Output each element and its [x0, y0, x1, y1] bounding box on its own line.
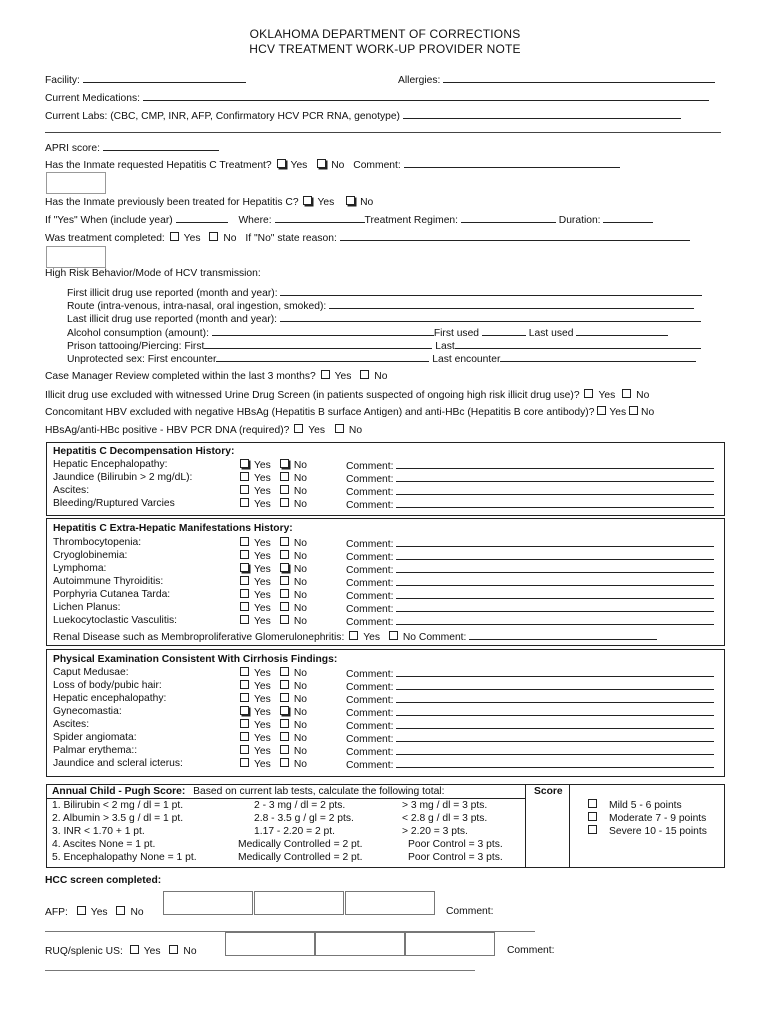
extra-no-checkbox[interactable]	[280, 602, 289, 611]
extra-comment-field[interactable]	[396, 589, 714, 599]
severity-checkbox[interactable]	[588, 812, 597, 821]
exam-comment-field[interactable]	[396, 706, 714, 716]
extra-no-checkbox[interactable]	[280, 576, 289, 585]
severity-label: Mild 5 - 6 points	[609, 800, 682, 811]
extra-comment-field[interactable]	[396, 550, 714, 560]
decomp-item-label: Jaundice (Bilirubin > 2 mg/dL):	[53, 472, 193, 483]
exam-no-checkbox[interactable]	[280, 706, 289, 715]
cp-cell: < 2.8 g / dl = 3 pts.	[402, 813, 488, 824]
hbv-no-checkbox[interactable]	[629, 406, 638, 415]
afp-yes-checkbox[interactable]	[77, 906, 86, 915]
exam-comment-field[interactable]	[396, 745, 714, 755]
sex-last-label: Last encounter	[432, 354, 501, 365]
severity-level-option	[588, 812, 706, 825]
cp-title: Annual Child - Pugh Score:	[52, 786, 186, 797]
cp-cell: > 2.20 = 3 pts.	[402, 826, 468, 837]
facility-field[interactable]	[83, 73, 246, 83]
extra-yes-checkbox[interactable]	[240, 563, 249, 572]
yes-label: Yes	[254, 759, 271, 770]
ruq-comment-line[interactable]	[45, 970, 475, 971]
first-used-label: First used	[433, 328, 480, 339]
comment-label: Comment:	[346, 578, 394, 589]
previous-treatment-question: Has the Inmate previously been treated for Hepatitis C?	[45, 197, 299, 208]
comment-label: Comment:	[346, 500, 394, 511]
extra-item-label: Autoimmune Thyroiditis:	[53, 576, 164, 587]
decomp-yes-checkbox[interactable]	[240, 472, 249, 481]
extra-item-label: Lymphoma:	[53, 563, 107, 574]
exam-item-label: Ascites:	[53, 719, 90, 730]
no-label: No	[360, 197, 374, 208]
yes-label: Yes	[254, 668, 271, 679]
exam-yes-checkbox[interactable]	[240, 667, 249, 676]
last-used-field[interactable]	[576, 326, 668, 336]
extra-yes-checkbox[interactable]	[240, 537, 249, 546]
comment-label: Comment:	[346, 695, 394, 706]
decomp-comment-field[interactable]	[396, 485, 714, 495]
no-label: No	[293, 590, 307, 601]
extra-yes-checkbox[interactable]	[240, 615, 249, 624]
afp-box-3[interactable]	[345, 891, 435, 915]
exam-yes-checkbox[interactable]	[240, 758, 249, 767]
cp-cell: Medically Controlled = 2 pt.	[238, 839, 363, 850]
extra-item-label: Cryoglobinemia:	[53, 550, 128, 561]
sex-label: Unprotected sex: First encounter	[67, 354, 217, 365]
no-label: No	[223, 233, 237, 244]
severity-level-option	[588, 825, 707, 838]
comment-label: Comment:	[346, 487, 394, 498]
alcohol-field[interactable]	[212, 326, 434, 336]
cp-cell: 5. Encephalopathy None = 1 pt.	[52, 852, 197, 863]
no-label: No	[293, 668, 307, 679]
reason-label: If "No" state reason:	[245, 233, 337, 244]
extra-item-label: Thrombocytopenia:	[53, 537, 142, 548]
extra-item-label: Luekocytoclastic Vasculitis:	[53, 615, 177, 626]
tattoo-first-field[interactable]	[204, 339, 432, 349]
duration-label: Duration:	[558, 215, 601, 226]
exam-item-label: Loss of body/pubic hair:	[53, 680, 162, 691]
exam-comment-field[interactable]	[396, 667, 714, 677]
renal-no-comment-label: No Comment:	[402, 632, 467, 643]
exam-yes-checkbox[interactable]	[240, 732, 249, 741]
case-mgr-yes-checkbox[interactable]	[321, 370, 330, 379]
decomp-item-label: Ascites:	[53, 485, 90, 496]
completed-fill-box[interactable]	[46, 246, 106, 268]
apri-field[interactable]	[103, 141, 219, 151]
header-form-title: HCV TREATMENT WORK-UP PROVIDER NOTE	[249, 42, 521, 56]
previous-yes-checkbox[interactable]	[303, 196, 312, 205]
ruq-no-checkbox[interactable]	[169, 945, 178, 954]
no-label: No	[293, 694, 307, 705]
comment-label: Comment:	[346, 669, 394, 680]
no-label: No	[293, 551, 307, 562]
decomp-yes-checkbox[interactable]	[240, 459, 249, 468]
extra-no-checkbox[interactable]	[280, 589, 289, 598]
severity-checkbox[interactable]	[588, 825, 597, 834]
comment-label: Comment:	[346, 604, 394, 615]
apri-label: APRI score:	[45, 143, 100, 154]
yes-label: Yes	[317, 197, 335, 208]
reason-field[interactable]	[340, 231, 690, 241]
duration-field[interactable]	[603, 213, 653, 223]
yes-label: Yes	[254, 538, 271, 549]
no-label: No	[293, 681, 307, 692]
exam-item-label: Palmar erythema::	[53, 745, 138, 756]
previous-no-checkbox[interactable]	[346, 196, 355, 205]
hbsag-no-checkbox[interactable]	[335, 424, 344, 433]
levels-column-divider	[569, 784, 570, 867]
yes-label: Yes	[143, 946, 161, 957]
cp-cell: Poor Control = 3 pts.	[408, 839, 503, 850]
no-label: No	[293, 759, 307, 770]
renal-no-checkbox[interactable]	[389, 631, 398, 640]
alcohol-label: Alcohol consumption (amount):	[67, 328, 209, 339]
decomp-no-checkbox[interactable]	[280, 472, 289, 481]
sex-first-field[interactable]	[216, 352, 429, 362]
afp-label: AFP:	[45, 907, 68, 918]
last-illicit-label: Last illicit drug use reported (month and year):	[67, 314, 278, 325]
ruq-label: RUQ/splenic US:	[45, 946, 123, 957]
decomp-title: Hepatitis C Decompensation History:	[53, 446, 235, 457]
requested-no-checkbox[interactable]	[317, 159, 326, 168]
decomp-no-checkbox[interactable]	[280, 498, 289, 507]
extra-item-label: Porphyria Cutanea Tarda:	[53, 589, 171, 600]
yes-label: Yes	[183, 233, 201, 244]
medications-field[interactable]	[143, 91, 709, 101]
decomp-yes-checkbox[interactable]	[240, 498, 249, 507]
decomp-comment-field[interactable]	[396, 459, 714, 469]
cp-cell: 2. Albumin > 3.5 g / dl = 1 pt.	[52, 813, 184, 824]
yes-label: Yes	[254, 590, 271, 601]
completed-label: Was treatment completed:	[45, 233, 165, 244]
treatment-requested-question: Has the Inmate requested Hepatitis C Treatment?	[45, 160, 272, 171]
exam-comment-field[interactable]	[396, 758, 714, 768]
yes-label: Yes	[290, 160, 308, 171]
exam-item-label: Spider angiomata:	[53, 732, 137, 743]
case-manager-question: Case Manager Review completed within the last 3 months?	[45, 371, 316, 382]
yes-label: Yes	[254, 733, 271, 744]
comment-label: Comment:	[346, 708, 394, 719]
cp-cell: 2.8 - 3.5 g / gl = 2 pts.	[254, 813, 354, 824]
comment-label: Comment:	[346, 734, 394, 745]
no-label: No	[641, 407, 655, 418]
yes-label: Yes	[254, 551, 271, 562]
comment-label: Comment:	[346, 682, 394, 693]
score-header: Score	[534, 786, 563, 797]
comment-label: Comment:	[346, 747, 394, 758]
yes-label: Yes	[254, 577, 271, 588]
last-used-label: Last used	[528, 328, 574, 339]
cp-subtitle: Based on current lab tests, calculate the following total:	[193, 786, 445, 797]
exam-item-label: Jaundice and scleral icterus:	[53, 758, 183, 769]
first-used-field[interactable]	[482, 326, 526, 336]
cp-cell: > 3 mg / dl = 3 pts.	[402, 800, 488, 811]
allergies-field[interactable]	[443, 73, 715, 83]
yes-label: Yes	[308, 425, 326, 436]
no-label: No	[293, 733, 307, 744]
yes-label: Yes	[254, 707, 271, 718]
route-field[interactable]	[329, 299, 694, 309]
severity-label: Severe 10 - 15 points	[609, 826, 707, 837]
yes-label: Yes	[254, 603, 271, 614]
tattoo-label: Prison tattooing/Piercing: First	[67, 341, 205, 352]
extra-yes-checkbox[interactable]	[240, 589, 249, 598]
ruq-box-1[interactable]	[225, 932, 315, 956]
cp-header-divider	[46, 798, 525, 799]
exam-no-checkbox[interactable]	[280, 732, 289, 741]
completed-no-checkbox[interactable]	[209, 232, 218, 241]
exam-item-label: Hepatic encephalopathy:	[53, 693, 167, 704]
cp-cell: 4. Ascites None = 1 pt.	[52, 839, 156, 850]
yes-label: Yes	[363, 632, 380, 643]
decomp-comment-field[interactable]	[396, 472, 714, 482]
extra-no-checkbox[interactable]	[280, 550, 289, 559]
cp-cell: Poor Control = 3 pts.	[408, 852, 503, 863]
extra-item-label: Lichen Planus:	[53, 602, 121, 613]
no-label: No	[293, 707, 307, 718]
regimen-label: Treatment Regimen:	[364, 215, 459, 226]
no-label: No	[293, 603, 307, 614]
no-label: No	[293, 538, 307, 549]
afp-box-1[interactable]	[163, 891, 253, 915]
exam-yes-checkbox[interactable]	[240, 680, 249, 689]
exam-no-checkbox[interactable]	[280, 719, 289, 728]
no-label: No	[293, 486, 307, 497]
uds-question: Illicit drug use excluded with witnessed Urine Drug Screen (in patients suspected of ongoing high risk illicit drug use)?	[45, 390, 580, 401]
comment-label: Comment:	[346, 617, 394, 628]
decomp-no-checkbox[interactable]	[280, 485, 289, 494]
no-label: No	[374, 371, 388, 382]
severity-level-option	[588, 799, 682, 812]
afp-no-checkbox[interactable]	[116, 906, 125, 915]
comment-label: Comment:	[353, 160, 401, 171]
decomp-yes-checkbox[interactable]	[240, 485, 249, 494]
extra-title: Hepatitis C Extra-Hepatic Manifestations History:	[53, 523, 293, 534]
afp-box-2[interactable]	[254, 891, 344, 915]
header-agency: OKLAHOMA DEPARTMENT OF CORRECTIONS	[249, 27, 521, 41]
renal-label: Renal Disease such as Membroproliferative Glomerulonephritis:	[53, 632, 345, 643]
exam-comment-field[interactable]	[396, 680, 714, 690]
ruq-yes-checkbox[interactable]	[130, 945, 139, 954]
cp-cell: 1. Bilirubin < 2 mg / dl = 1 pt.	[52, 800, 184, 811]
extra-yes-checkbox[interactable]	[240, 576, 249, 585]
exam-title: Physical Examination Consistent With Cirrhosis Findings:	[53, 654, 338, 665]
where-label: Where:	[238, 215, 272, 226]
decomp-item-label: Hepatic Encephalopathy:	[53, 459, 168, 470]
exam-yes-checkbox[interactable]	[240, 745, 249, 754]
risk-title: High Risk Behavior/Mode of HCV transmission:	[45, 268, 261, 279]
extra-comment-field[interactable]	[396, 576, 714, 586]
yes-label: Yes	[254, 486, 271, 497]
comment-label: Comment:	[346, 539, 394, 550]
no-label: No	[348, 425, 363, 436]
extra-yes-checkbox[interactable]	[240, 602, 249, 611]
decomp-no-checkbox[interactable]	[280, 459, 289, 468]
exam-no-checkbox[interactable]	[280, 667, 289, 676]
no-label: No	[293, 499, 307, 510]
requested-yes-checkbox[interactable]	[277, 159, 286, 168]
extra-yes-checkbox[interactable]	[240, 550, 249, 559]
extra-no-checkbox[interactable]	[280, 537, 289, 546]
yes-label: Yes	[254, 564, 271, 575]
no-label: No	[183, 946, 197, 957]
decomp-comment-field[interactable]	[396, 498, 714, 508]
yes-label: Yes	[598, 390, 616, 401]
first-illicit-field[interactable]	[280, 286, 702, 296]
yes-label: Yes	[254, 720, 271, 731]
tattoo-last-label: Last	[435, 341, 455, 352]
hbsag-question: HBsAg/anti-HBc positive - HBV PCR DNA (required)?	[45, 425, 290, 436]
extra-comment-field[interactable]	[396, 602, 714, 612]
comment-label: Comment:	[346, 474, 394, 485]
sex-last-field[interactable]	[500, 352, 696, 362]
comment-label: Comment:	[346, 565, 394, 576]
comment-label: Comment:	[346, 760, 394, 771]
ruq-comment-label: Comment:	[507, 945, 555, 956]
exam-comment-field[interactable]	[396, 719, 714, 729]
exam-yes-checkbox[interactable]	[240, 719, 249, 728]
severity-checkbox[interactable]	[588, 799, 597, 808]
exam-yes-checkbox[interactable]	[240, 706, 249, 715]
renal-comment-field[interactable]	[469, 630, 657, 640]
no-label: No	[130, 907, 144, 918]
medications-label: Current Medications:	[45, 93, 140, 104]
no-label: No	[293, 746, 307, 757]
no-label: No	[293, 616, 307, 627]
hcc-title: HCC screen completed:	[45, 875, 162, 886]
comment-label: Comment:	[346, 552, 394, 563]
allergies-label: Allergies:	[398, 75, 441, 86]
case-mgr-no-checkbox[interactable]	[360, 370, 369, 379]
exam-no-checkbox[interactable]	[280, 745, 289, 754]
comment-label: Comment:	[346, 591, 394, 602]
yes-label: Yes	[90, 907, 108, 918]
yes-label: Yes	[254, 681, 271, 692]
cp-cell: 3. INR < 1.70 + 1 pt.	[52, 826, 145, 837]
yes-label: Yes	[609, 407, 627, 418]
yes-label: Yes	[254, 473, 271, 484]
when-label: If "Yes" When (include year)	[45, 215, 173, 226]
yes-label: Yes	[254, 499, 271, 510]
comment-label: Comment:	[346, 461, 394, 472]
exam-yes-checkbox[interactable]	[240, 693, 249, 702]
hbsag-yes-checkbox[interactable]	[294, 424, 303, 433]
labs-continuation-line[interactable]	[45, 132, 721, 133]
uds-yes-checkbox[interactable]	[584, 389, 593, 398]
extra-no-checkbox[interactable]	[280, 563, 289, 572]
no-label: No	[636, 390, 650, 401]
no-label: No	[293, 564, 307, 575]
no-label: No	[293, 720, 307, 731]
yes-label: Yes	[334, 371, 352, 382]
score-column-divider	[525, 784, 526, 867]
hbv-yes-checkbox[interactable]	[597, 406, 606, 415]
hbv-question: Concomitant HBV excluded with negative HBsAg (Hepatitis B surface Antigen) and anti-HBc (Hepatitis B core antibody)?	[45, 407, 595, 418]
exam-no-checkbox[interactable]	[280, 758, 289, 767]
cp-cell: 1.17 - 2.20 = 2 pt.	[254, 826, 336, 837]
cp-cell: Medically Controlled = 2 pt.	[238, 852, 363, 863]
labs-field[interactable]	[403, 109, 681, 119]
labs-label: Current Labs: (CBC, CMP, INR, AFP, Confirmatory HCV PCR RNA, genotype)	[45, 111, 400, 122]
afp-comment-label: Comment:	[446, 906, 494, 917]
exam-item-label: Gynecomastia:	[53, 706, 122, 717]
completed-yes-checkbox[interactable]	[170, 232, 179, 241]
facility-label: Facility:	[45, 75, 80, 86]
comment-label: Comment:	[346, 721, 394, 732]
extra-no-checkbox[interactable]	[280, 615, 289, 624]
no-label: No	[293, 460, 307, 471]
where-field[interactable]	[275, 213, 365, 223]
exam-no-checkbox[interactable]	[280, 693, 289, 702]
severity-label: Moderate 7 - 9 points	[609, 813, 707, 824]
extra-comment-field[interactable]	[396, 615, 714, 625]
decomp-item-label: Bleeding/Ruptured Varcies	[53, 498, 175, 509]
uds-no-checkbox[interactable]	[622, 389, 631, 398]
yes-label: Yes	[254, 746, 271, 757]
no-label: No	[293, 577, 307, 588]
exam-item-label: Caput Medusae:	[53, 667, 129, 678]
when-field[interactable]	[176, 213, 228, 223]
last-illicit-field[interactable]	[280, 312, 701, 322]
extra-comment-field[interactable]	[396, 537, 714, 547]
ruq-box-2[interactable]	[315, 932, 405, 956]
route-label: Route (intra-venous, intra-nasal, oral ingestion, smoked):	[67, 301, 327, 312]
regimen-field[interactable]	[461, 213, 556, 223]
tattoo-last-field[interactable]	[455, 339, 701, 349]
yes-label: Yes	[254, 694, 271, 705]
cp-cell: 2 - 3 mg / dl = 2 pts.	[254, 800, 346, 811]
exam-comment-field[interactable]	[396, 732, 714, 742]
requested-fill-box[interactable]	[46, 172, 106, 194]
no-label: No	[293, 473, 307, 484]
yes-label: Yes	[254, 616, 271, 627]
yes-label: Yes	[254, 460, 271, 471]
requested-comment-field[interactable]	[404, 158, 620, 168]
first-illicit-label: First illicit drug use reported (month and year):	[67, 288, 278, 299]
extra-comment-field[interactable]	[396, 563, 714, 573]
renal-yes-checkbox[interactable]	[349, 631, 358, 640]
exam-no-checkbox[interactable]	[280, 680, 289, 689]
no-label: No	[331, 160, 345, 171]
ruq-box-3[interactable]	[405, 932, 495, 956]
exam-comment-field[interactable]	[396, 693, 714, 703]
